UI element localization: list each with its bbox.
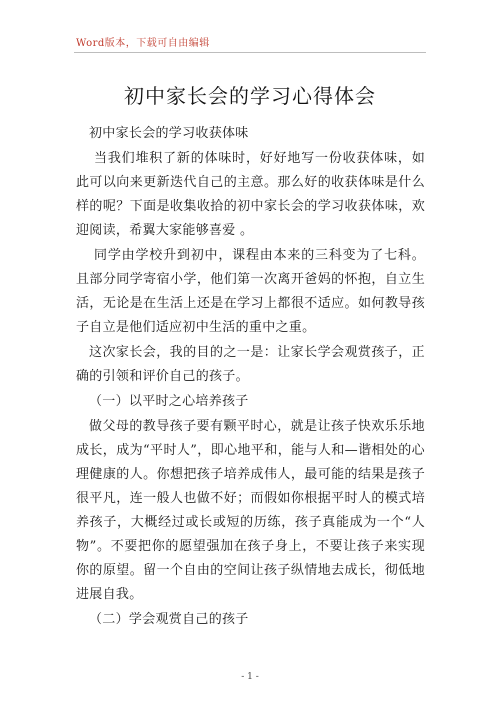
header-divider	[74, 52, 426, 53]
paragraph: 同学由学校升到初中，课程由本来的三科变为了七科。且部分同学寄宿小学，他们第一次离开爸妈的怀抱，自立生活，无论是在生活上还是在学习上都很不适应。如何教导孩子自立是他们适应初中生活的重中之重。	[76, 248, 425, 335]
paragraph: 当我们堆积了新的体味时，好好地写一份收获体味，如此可以向来更新迭代自己的主意。那么好的收获体味是什么样的呢？下面是收集收拾的初中家长会的学习收获体味，欢迎阅读，希翼大家能够喜爱 。	[76, 151, 425, 238]
subheading: （一）以平时之心培养孩子	[89, 394, 249, 409]
page-number: - 1 -	[241, 672, 259, 682]
paragraph: 做父母的教导孩子要有颗平时心，就是让孩子快欢乐乐地成长，成为“平时人”，即心地平和，能与人和—谐相处的心理健康的人。你想把孩子培养成伟人，最可能的结果是孩子很平凡，连一般人也做不好；而假如你根据平时人的模式培养孩子，大概经过或长或短的历练，孩子真能成为一个“人物”。不要把你的愿望强加在孩子身上，不要让孩子来实现你的原望。留一个自由的空间让孩子纵情地去成长，彻低地进展自我。	[76, 419, 425, 602]
document-title: 初中家长会的学习心得体会	[124, 84, 376, 108]
paragraph: 这次家长会，我的目的之一是：让家长学会观赏孩子，正确的引领和评价自己的孩子。	[76, 345, 425, 384]
subheading: （二）学会观赏自己的孩子	[89, 612, 249, 627]
section-heading: 初中家长会的学习收获体味	[89, 126, 249, 141]
document-body	[76, 122, 425, 633]
header-note: Word版本，下载可自由编辑	[76, 38, 210, 49]
